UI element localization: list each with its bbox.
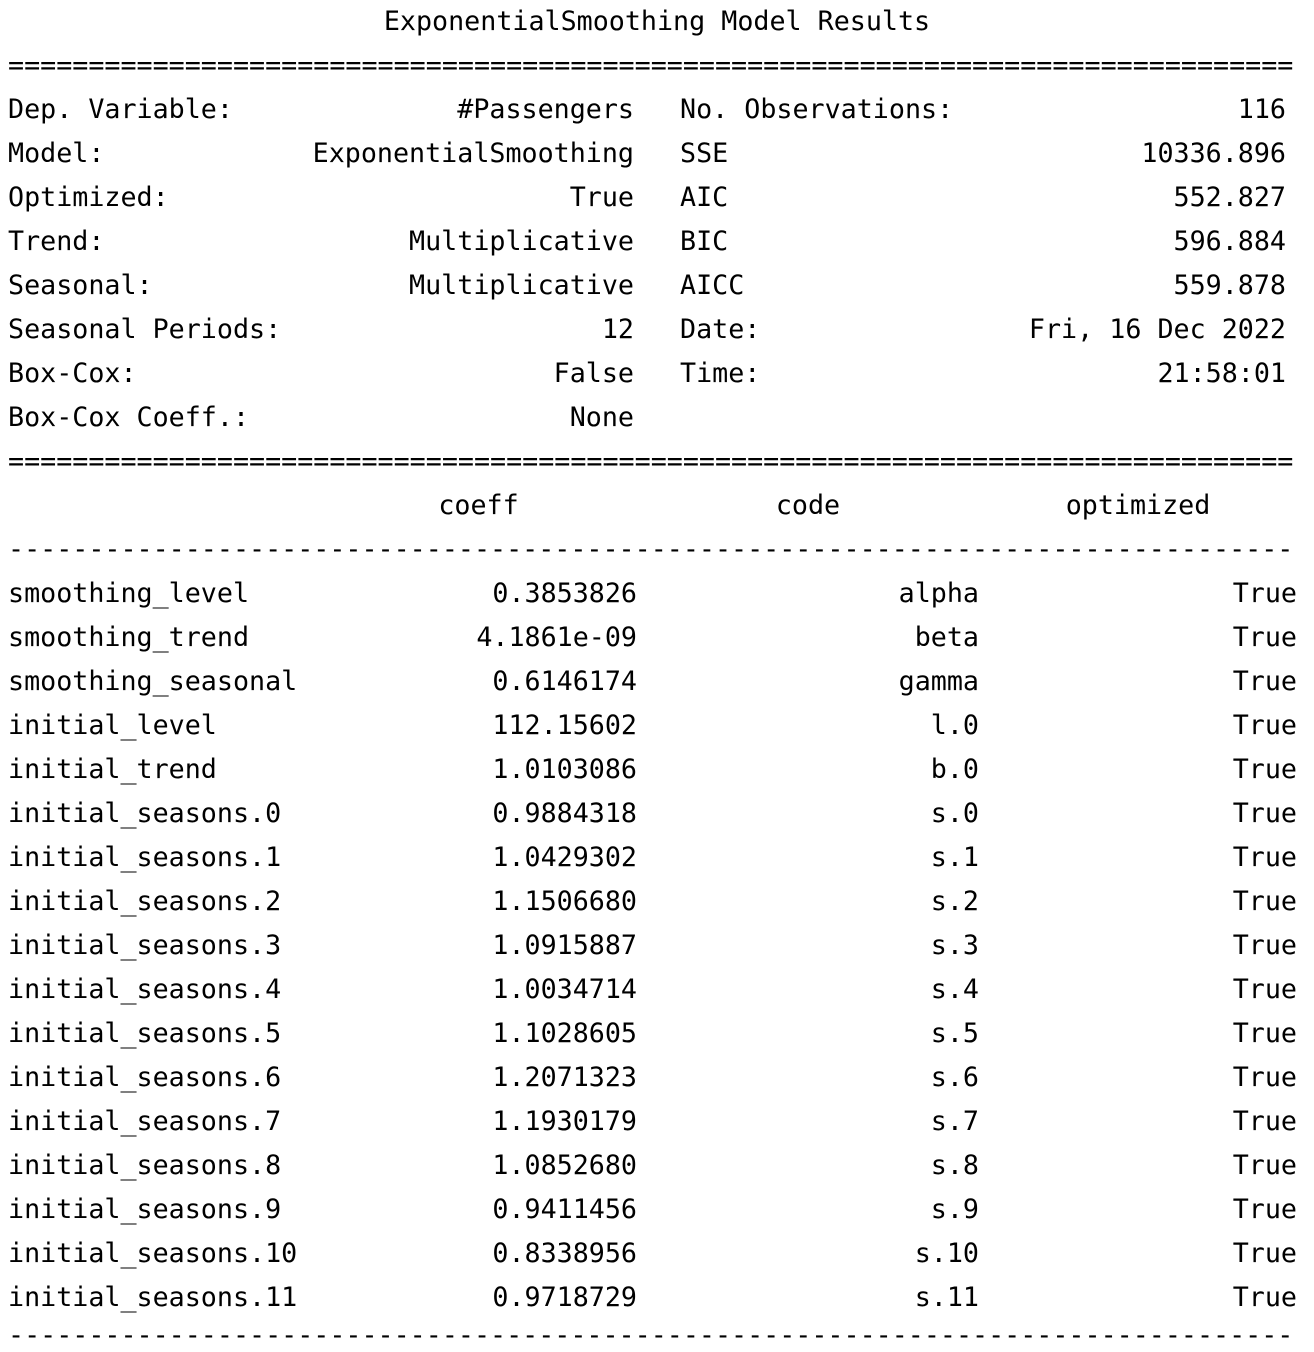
param-row	[0, 1100, 1314, 1144]
info-value-left: None	[569, 402, 634, 433]
info-label-left: Trend:	[8, 226, 105, 257]
param-name: initial_trend	[8, 754, 217, 785]
param-coeff: 1.0103086	[492, 754, 637, 785]
param-coeff: 1.1028605	[492, 1018, 637, 1049]
info-column-gap	[634, 352, 680, 396]
separator-double-top: ================================================================================	[8, 50, 1294, 81]
param-optimized: True	[1232, 1106, 1297, 1137]
param-row	[0, 572, 1314, 616]
param-row	[0, 880, 1314, 924]
param-coeff: 1.0034714	[492, 974, 637, 1005]
info-label-right: Time:	[680, 358, 761, 389]
info-row	[0, 132, 1314, 176]
param-optimized: True	[1232, 930, 1297, 961]
param-coeff: 1.0429302	[492, 842, 637, 873]
info-value-left: 12	[601, 314, 634, 345]
param-code: gamma	[898, 666, 979, 697]
param-row	[0, 924, 1314, 968]
info-value-left: False	[553, 358, 634, 389]
param-name: initial_seasons.2	[8, 886, 282, 917]
separator-dashed-bottom: --------------------------------------------------------------------------------	[8, 1320, 1294, 1351]
param-name: initial_seasons.8	[8, 1150, 282, 1181]
param-coeff: 0.8338956	[492, 1238, 637, 1269]
param-name: initial_seasons.1	[8, 842, 282, 873]
info-value-left: Multiplicative	[409, 270, 634, 301]
param-code: s.1	[930, 842, 979, 873]
info-label-left: Seasonal Periods:	[8, 314, 282, 345]
info-value-right: 596.884	[1173, 226, 1286, 257]
param-coeff: 1.0852680	[492, 1150, 637, 1181]
param-name: initial_seasons.3	[8, 930, 282, 961]
param-optimized: True	[1232, 886, 1297, 917]
param-code: s.8	[930, 1150, 979, 1181]
param-row	[0, 968, 1314, 1012]
params-table-body	[0, 572, 1314, 1320]
info-label-left: Dep. Variable:	[8, 94, 233, 125]
info-value-right: 21:58:01	[1157, 358, 1286, 389]
param-optimized: True	[1232, 798, 1297, 829]
param-name: smoothing_level	[8, 578, 250, 609]
param-coeff: 0.9411456	[492, 1194, 637, 1225]
param-coeff: 1.1506680	[492, 886, 637, 917]
param-optimized: True	[1232, 622, 1297, 653]
param-code: s.0	[930, 798, 979, 829]
info-value-right: 10336.896	[1141, 138, 1286, 169]
param-code: s.5	[930, 1018, 979, 1049]
param-name: initial_seasons.6	[8, 1062, 282, 1093]
param-code: l.0	[930, 710, 979, 741]
param-optimized: True	[1232, 578, 1297, 609]
param-name: initial_seasons.7	[8, 1106, 282, 1137]
col-header-code: code	[775, 490, 841, 521]
info-label-left: Box-Cox:	[8, 358, 137, 389]
info-row	[0, 308, 1314, 352]
param-row	[0, 1188, 1314, 1232]
info-label-left: Model:	[8, 138, 105, 169]
param-row	[0, 704, 1314, 748]
param-coeff: 0.6146174	[492, 666, 637, 697]
param-coeff: 0.3853826	[492, 578, 637, 609]
info-value-right: 559.878	[1173, 270, 1286, 301]
param-optimized: True	[1232, 1062, 1297, 1093]
info-label-left: Seasonal:	[8, 270, 153, 301]
param-name: smoothing_trend	[8, 622, 250, 653]
param-name: initial_seasons.4	[8, 974, 282, 1005]
info-row	[0, 352, 1314, 396]
info-row	[0, 220, 1314, 264]
info-row	[0, 176, 1314, 220]
param-coeff: 0.9884318	[492, 798, 637, 829]
params-header-row	[0, 484, 1314, 528]
param-coeff: 1.1930179	[492, 1106, 637, 1137]
info-column-gap	[634, 308, 680, 352]
info-column-gap	[634, 220, 680, 264]
param-row	[0, 1012, 1314, 1056]
info-value-left: Multiplicative	[409, 226, 634, 257]
param-code: alpha	[898, 578, 979, 609]
info-value-right: 116	[1237, 94, 1286, 125]
param-row	[0, 616, 1314, 660]
model-info-section	[0, 88, 1314, 440]
info-label-right: No. Observations:	[680, 94, 954, 125]
info-column-gap	[634, 176, 680, 220]
param-row	[0, 792, 1314, 836]
param-optimized: True	[1232, 1238, 1297, 1269]
param-code: s.7	[930, 1106, 979, 1137]
param-name: smoothing_seasonal	[8, 666, 298, 697]
param-optimized: True	[1232, 1018, 1297, 1049]
param-code: s.6	[930, 1062, 979, 1093]
param-code: s.10	[914, 1238, 979, 1269]
param-code: s.9	[930, 1194, 979, 1225]
info-row	[0, 396, 1314, 440]
separator-dashed-top: --------------------------------------------------------------------------------	[8, 534, 1294, 565]
param-name: initial_seasons.9	[8, 1194, 282, 1225]
info-value-left: True	[569, 182, 634, 213]
info-column-gap	[634, 396, 680, 440]
info-value-left: ExponentialSmoothing	[312, 138, 634, 169]
info-value-right	[980, 396, 1286, 440]
param-name: initial_level	[8, 710, 217, 741]
param-row	[0, 836, 1314, 880]
report-title: ExponentialSmoothing Model Results	[383, 6, 931, 37]
info-value-right: Fri, 16 Dec 2022	[1028, 314, 1286, 345]
info-label-right: Date:	[680, 314, 761, 345]
param-code: b.0	[930, 754, 979, 785]
param-code: beta	[914, 622, 979, 653]
param-coeff: 4.1861e-09	[476, 622, 637, 653]
param-name: initial_seasons.5	[8, 1018, 282, 1049]
param-name: initial_seasons.10	[8, 1238, 298, 1269]
param-row	[0, 1276, 1314, 1320]
info-row	[0, 88, 1314, 132]
param-coeff: 0.9718729	[492, 1282, 637, 1313]
info-label-right	[680, 396, 980, 440]
param-name: initial_seasons.0	[8, 798, 282, 829]
param-row	[0, 1056, 1314, 1100]
param-optimized: True	[1232, 842, 1297, 873]
param-row	[0, 660, 1314, 704]
col-header-optimized: optimized	[1065, 490, 1211, 521]
param-optimized: True	[1232, 974, 1297, 1005]
info-label-left: Optimized:	[8, 182, 169, 213]
info-label-right: AIC	[680, 182, 729, 213]
info-label-left: Box-Cox Coeff.:	[8, 402, 250, 433]
info-value-right: 552.827	[1173, 182, 1286, 213]
param-name: initial_seasons.11	[8, 1282, 298, 1313]
info-row	[0, 264, 1314, 308]
info-column-gap	[634, 132, 680, 176]
param-coeff: 112.15602	[492, 710, 637, 741]
info-value-left: #Passengers	[457, 94, 634, 125]
param-row	[0, 748, 1314, 792]
param-optimized: True	[1232, 1194, 1297, 1225]
info-label-right: AICC	[680, 270, 745, 301]
param-optimized: True	[1232, 666, 1297, 697]
param-row	[0, 1232, 1314, 1276]
info-column-gap	[634, 264, 680, 308]
param-coeff: 1.2071323	[492, 1062, 637, 1093]
param-code: s.3	[930, 930, 979, 961]
param-optimized: True	[1232, 754, 1297, 785]
param-optimized: True	[1232, 1282, 1297, 1313]
col-header-name	[8, 484, 320, 528]
param-optimized: True	[1232, 710, 1297, 741]
param-optimized: True	[1232, 1150, 1297, 1181]
param-row	[0, 1144, 1314, 1188]
info-label-right: SSE	[680, 138, 729, 169]
col-header-coeff: coeff	[438, 490, 519, 521]
param-coeff: 1.0915887	[492, 930, 637, 961]
separator-double-mid: ================================================================================	[8, 446, 1294, 477]
param-code: s.2	[930, 886, 979, 917]
param-code: s.4	[930, 974, 979, 1005]
info-column-gap	[634, 88, 680, 132]
info-label-right: BIC	[680, 226, 729, 257]
param-code: s.11	[914, 1282, 979, 1313]
